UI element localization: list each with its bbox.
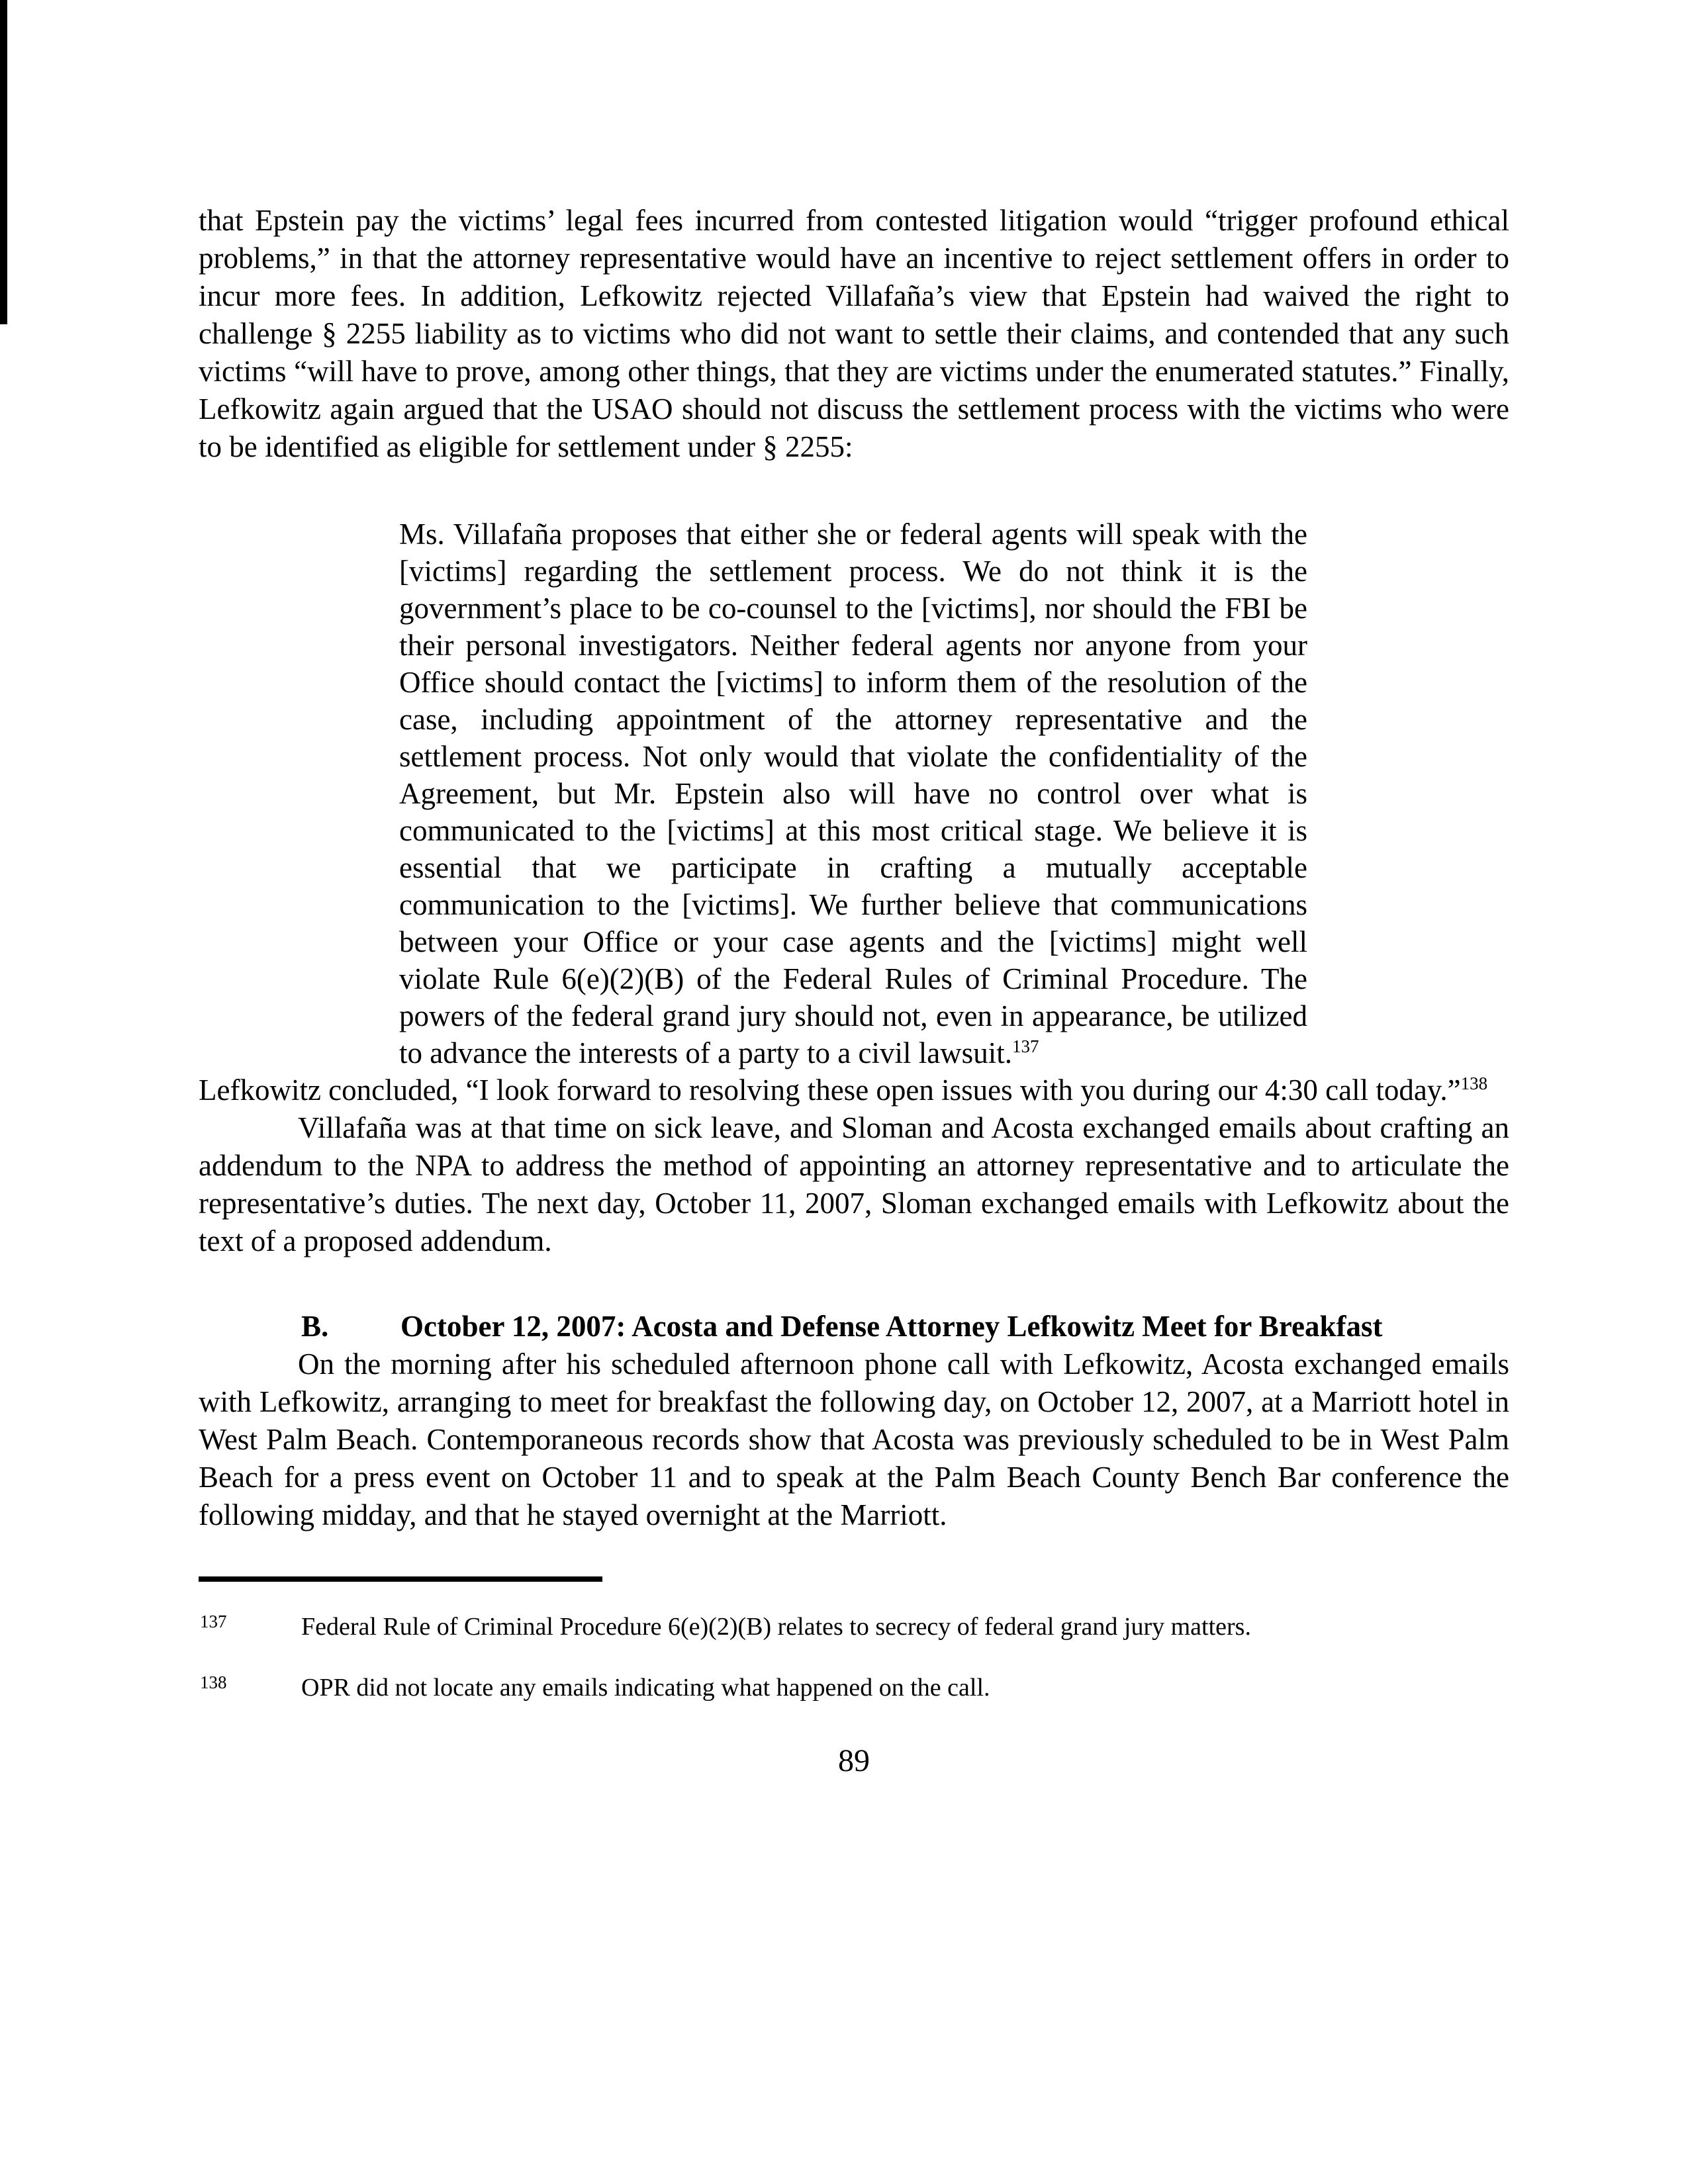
section-heading-b xyxy=(199,1308,1509,1345)
section-heading-letter: B. xyxy=(301,1310,329,1343)
footnote-separator xyxy=(199,1576,602,1582)
scan-edge-artifact xyxy=(0,0,7,324)
block-quote-text: Ms. Villafaña proposes that either she or federal agents will speak with the [victims] regarding the settlement process. We do not think it is the government’s place to be co-counsel to the [victims], nor should the FBI be their personal investigators. Neither federal agents nor anyone from your Office should contact the [victims] to inform them of the resolution of the case, including appointment of the attorney representative and the settlement process. Not only would that violate the confidentiality of the Agreement, but Mr. Epstein also will have no control over what is communicated to the [victims] at this most critical stage. We believe it is essential that we participate in crafting a mutually acceptable communication to the [victims]. We further believe that communications between your Office or your case agents and the [victims] might well violate Rule 6(e)(2)(B) of the Federal Rules of Criminal Procedure. The powers of the federal grand jury should not, even in appearance, be utilized to advance the interests of a party to a civil lawsuit. xyxy=(399,518,1307,1069)
page-content xyxy=(199,202,1509,1780)
paragraph-breakfast-meeting: On the morning after his scheduled afternoon phone call with Lefkowitz, Acosta exchanged emails with Lefkowitz, arranging to meet for breakfast the following day, on October 12, 2007, at a Marriott hotel in West Palm Beach. Contemporaneous records show that Acosta was previously scheduled to be in West Palm Beach for a press event on October 11 and to speak at the Palm Beach County Bench Bar conference the following midday, and that he stayed overnight at the Marriott. xyxy=(199,1347,1509,1531)
footnote-138-number: 138 xyxy=(200,1672,227,1692)
page-number: 89 xyxy=(838,1743,870,1778)
paragraph-epstein-fees: that Epstein pay the victims’ legal fees incurred from contested litigation would “trigger profound ethical problems,” in that the attorney representative would have an incentive to reject settlement offers in order to incur more fees. In addition, Lefkowitz rejected Villafaña’s view that Epstein had waived the right to challenge § 2255 liability as to victims who did not want to settle their claims, and contended that any such victims “will have to prove, among other things, that they are victims under the enumerated statutes.” Finally, Lefkowitz again argued that the USAO should not discuss the settlement process with the victims who were to be identified as eligible for settlement under § 2255: xyxy=(199,204,1509,463)
footnote-137 xyxy=(199,1611,1509,1643)
paragraph-lefkowitz-concluded xyxy=(199,1071,1509,1109)
paragraph-villafana-sick-leave: Villafaña was at that time on sick leave, and Sloman and Acosta exchanged emails about crafting an addendum to the NPA to address the method of appointing an attorney representative and to articulate the representative’s duties. The next day, October 11, 2007, Sloman exchanged emails with Lefkowitz about the text of a proposed addendum. xyxy=(199,1111,1509,1257)
footnotes-section xyxy=(199,1611,1509,1704)
footnote-137-number: 137 xyxy=(200,1612,227,1631)
section-heading-title: October 12, 2007: Acosta and Defense Attorney Lefkowitz Meet for Breakfast xyxy=(400,1310,1383,1343)
footnote-ref-138: 138 xyxy=(1460,1073,1488,1093)
footnote-138 xyxy=(199,1672,1509,1704)
footnote-ref-137: 137 xyxy=(1011,1036,1039,1056)
footnote-137-text: Federal Rule of Criminal Procedure 6(e)(2)(B) relates to secrecy of federal grand jury matters. xyxy=(301,1613,1251,1641)
block-quote xyxy=(399,516,1307,1071)
footnote-138-text: OPR did not locate any emails indicating what happened on the call. xyxy=(301,1674,990,1702)
paragraph-lefkowitz-text: Lefkowitz concluded, “I look forward to resolving these open issues with you during our 4:30 call today.” xyxy=(199,1073,1461,1107)
